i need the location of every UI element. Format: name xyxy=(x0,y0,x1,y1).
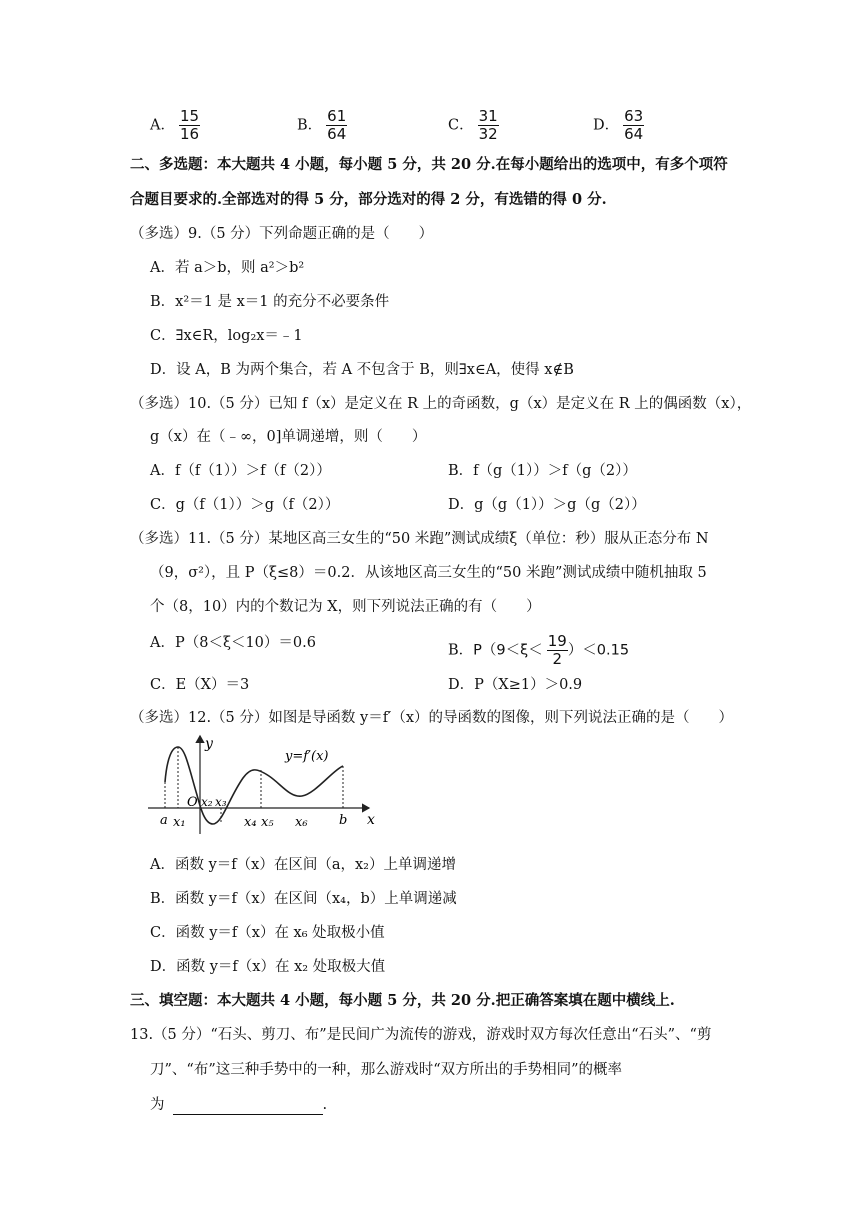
q9-option-a: A．若 a＞b，则 a²＞b² xyxy=(150,260,305,276)
tick-label: x₆ xyxy=(295,815,308,830)
q9-option-c: C．∃x∈R，log₂x＝﹣1 xyxy=(150,328,303,344)
section2-line2: 合题目要求的.全部选对的得 5 分，部分选对的得 2 分，有选错的得 0 分. xyxy=(130,191,607,208)
q10-stem-line2: g（x）在（﹣∞，0]单调递增，则（ ） xyxy=(150,429,427,445)
tick-label: x₅ xyxy=(261,815,274,830)
y-axis-label: y xyxy=(205,736,213,752)
section3-title: 三、填空题：本大题共 4 小题，每小题 5 分，共 20 分.把正确答案填在题中横线上. xyxy=(130,992,675,1009)
fraction: $\frac{63}{64}$ xyxy=(624,107,644,143)
q8-option-b: B． $\frac{61}{64}$ xyxy=(297,107,347,143)
q12-option-b: B．函数 y＝f（x）在区间（x₄，b）上单调递减 xyxy=(150,891,457,907)
fraction: $\frac{61}{64}$ xyxy=(327,107,347,143)
q13-line2: 刀”、“布”这三种手势中的一种，那么游戏时“双方所出的手势相同”的概率 xyxy=(150,1062,623,1078)
q12-option-d: D．函数 y＝f（x）在 x₂ 处取极大值 xyxy=(150,959,386,975)
q13-line1: 13.（5 分）“石头、剪刀、布”是民间广为流传的游戏，游戏时双方每次任意出“石头”、“剪 xyxy=(130,1027,712,1043)
answer-blank[interactable] xyxy=(173,1100,323,1115)
q12-option-a: A．函数 y＝f（x）在区间（a，x₂）上单调递增 xyxy=(150,857,456,873)
fraction: $\frac{15}{16}$ xyxy=(179,107,200,143)
q11-stem-line1: （多选）11.（5 分）某地区高三女生的“50 米跑”测试成绩ξ（单位：秒）服从正态分布 N xyxy=(130,531,709,547)
q10-option-b: B．f（g（1））＞f（g（2）） xyxy=(448,463,637,479)
tick-label: x₃ xyxy=(215,795,227,809)
tick-label: x₄ xyxy=(244,815,257,830)
tick-label: x₁ xyxy=(173,815,186,830)
q11-option-c: C．E（X）＝3 xyxy=(150,677,250,693)
q10-option-d: D．g（g（1））＞g（g（2）） xyxy=(448,497,646,513)
q11-option-b: B．P（9＜ξ＜ $\frac{19}{2}$ ）＜0.15 xyxy=(448,632,630,668)
q11-option-a: A．P（8＜ξ＜10）＝0.6 xyxy=(150,635,316,651)
q10-option-c: C．g（f（1））＞g（f（2）） xyxy=(150,497,340,513)
derivative-graph xyxy=(145,730,385,838)
curve-label: y=f′(x) xyxy=(285,749,329,764)
fraction: $\frac{31}{32}$ xyxy=(478,107,498,143)
q13-line3: 为 . xyxy=(150,1097,328,1113)
q8-option-a: A． $\frac{15}{16}$ xyxy=(150,107,200,143)
tick-label: b xyxy=(339,813,348,828)
q12-option-c: C．函数 y＝f（x）在 x₆ 处取极小值 xyxy=(150,925,385,941)
q11-stem-line2: （9，σ²），且 P（ξ≤8）＝0.2．从该地区高三女生的“50 米跑”测试成绩中随机抽取 5 xyxy=(150,565,707,581)
q8-option-d: D． $\frac{63}{64}$ xyxy=(593,107,644,143)
q8-option-c: C． $\frac{31}{32}$ xyxy=(448,107,498,143)
fraction: $\frac{19}{2}$ xyxy=(547,632,567,668)
tick-label: a xyxy=(160,813,168,828)
q11-stem-line3: 个（8，10）内的个数记为 X，则下列说法正确的有（ ） xyxy=(150,599,541,615)
tick-label: x₂ xyxy=(201,795,213,809)
q12-stem: （多选）12.（5 分）如图是导函数 y＝f′（x）的导函数的图像，则下列说法正确的是（ ） xyxy=(130,710,734,726)
x-axis-label: x xyxy=(367,812,375,828)
q9-option-b: B．x²＝1 是 x＝1 的充分不必要条件 xyxy=(150,294,390,310)
q10-option-a: A．f（f（1））＞f（f（2）） xyxy=(150,463,331,479)
origin-label: O xyxy=(187,795,198,810)
section2-line1: 二、多选题：本大题共 4 小题，每小题 5 分，共 20 分.在每小题给出的选项中，有多个项符 xyxy=(130,156,728,173)
q10-stem-line1: （多选）10.（5 分）已知 f（x）是定义在 R 上的奇函数，g（x）是定义在 R 上的偶函数（x）， xyxy=(130,396,752,412)
q9-option-d: D．设 A，B 为两个集合，若 A 不包含于 B，则∃x∈A，使得 x∉B xyxy=(150,362,574,378)
q9-stem: （多选）9.（5 分）下列命题正确的是（ ） xyxy=(130,226,434,242)
q11-option-d: D．P（X≥1）＞0.9 xyxy=(448,677,583,693)
